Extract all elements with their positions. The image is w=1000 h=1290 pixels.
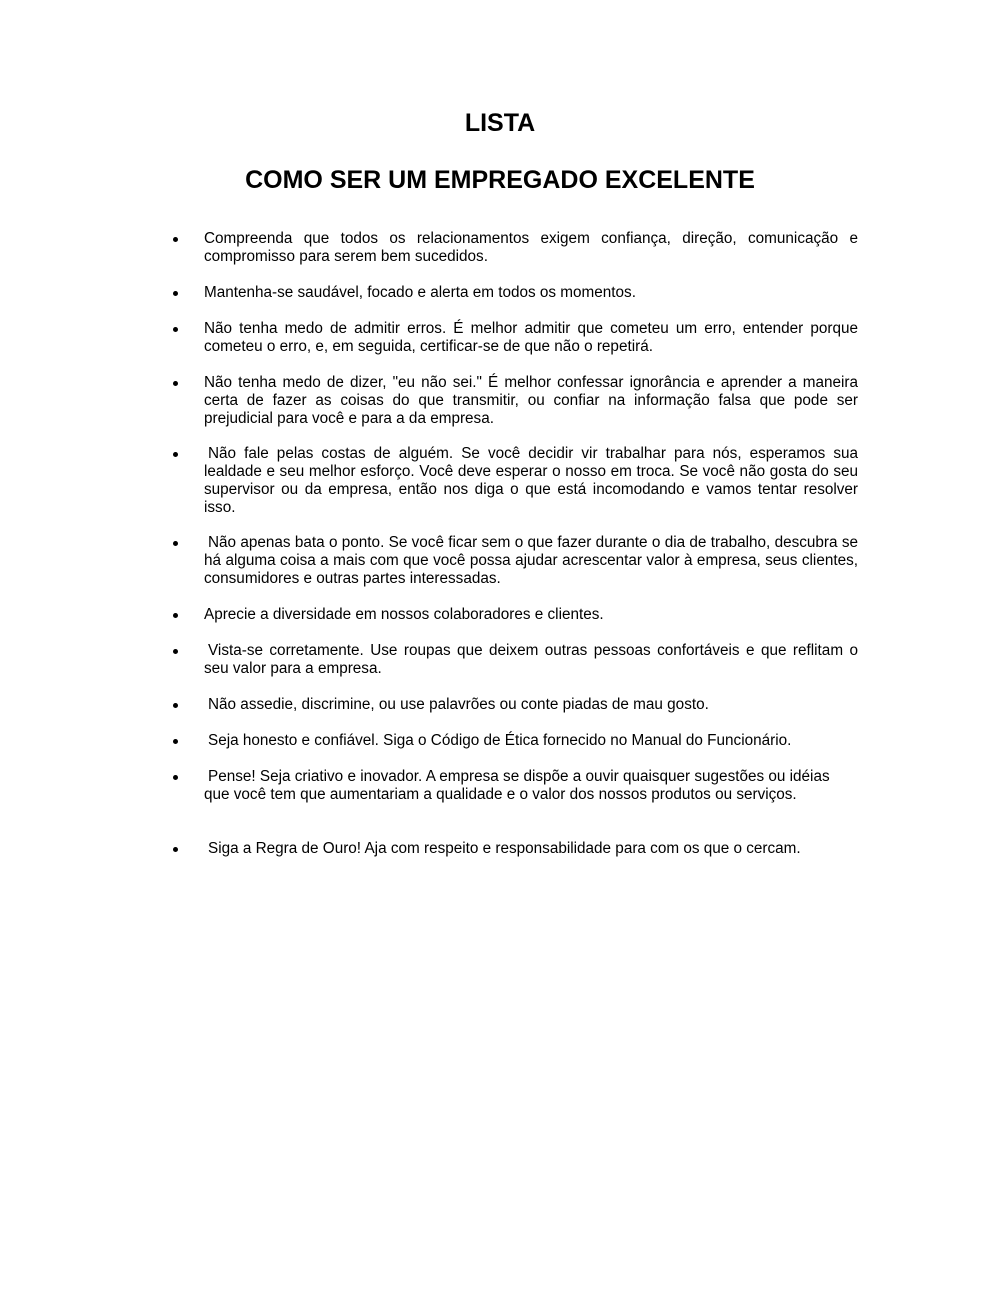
list-item-text: Vista-se corretamente. Use roupas que deixem outras pessoas confortáveis e que reflitam o seu valor para a empresa.	[204, 642, 858, 677]
list-item-text: Não fale pelas costas de alguém. Se você decidir vir trabalhar para nós, esperamos sua lealdade e seu melhor esforço. Você deve esperar o nosso em troca. Se você não gosta do seu supervisor ou da empresa, então nos diga o que está incomodando e vamos tentar resolver isso.	[204, 445, 858, 516]
list-item	[170, 320, 860, 356]
list-item	[170, 840, 860, 858]
list-item	[170, 374, 860, 428]
list-item-text: Seja honesto e confiável. Siga o Código de Ética fornecido no Manual do Funcionário.	[208, 732, 792, 749]
list-item	[170, 534, 860, 588]
list-item-text: Compreenda que todos os relacionamentos exigem confiança, direção, comunicação e compromisso para serem bem sucedidos.	[204, 230, 858, 265]
list-item	[170, 768, 860, 804]
list-item-text: Não tenha medo de dizer, "eu não sei." É melhor confessar ignorância e aprender a maneira certa de fazer as coisas do que transmitir, ou confiar na informação falsa que pode ser prejudicial para você e para a da empresa.	[204, 374, 858, 427]
list-item	[170, 606, 860, 624]
list-item	[170, 696, 860, 714]
list-item-text: Pense! Seja criativo e inovador. A empresa se dispõe a ouvir quaisquer sugestões ou idéias que você tem que aumentariam a qualidade e o valor dos nossos produtos ou serviços.	[204, 768, 830, 803]
list-item-text: Não tenha medo de admitir erros. É melhor admitir que cometeu um erro, entender porque cometeu o erro, e, em seguida, certificar-se de que não o repetirá.	[204, 320, 858, 355]
list-item-text: Aprecie a diversidade em nossos colaboradores e clientes.	[204, 606, 604, 623]
list-item	[170, 284, 860, 302]
document-subtitle: COMO SER UM EMPREGADO EXCELENTE	[245, 166, 755, 194]
document-title: LISTA	[464, 109, 536, 137]
list-item	[170, 642, 860, 678]
list-item-text: Não apenas bata o ponto. Se você ficar sem o que fazer durante o dia de trabalho, descubra se há alguma coisa a mais com que você possa ajudar acrescentar valor à empresa, seus clientes, consumidores e outras partes interessadas.	[204, 534, 858, 587]
list-item	[170, 732, 860, 750]
list-item-text: Siga a Regra de Ouro! Aja com respeito e responsabilidade para com os que o cercam.	[208, 840, 801, 857]
list-item-text: Mantenha-se saudável, focado e alerta em todos os momentos.	[204, 284, 636, 301]
list-item	[170, 230, 860, 266]
list-item-text: Não assedie, discrimine, ou use palavrões ou conte piadas de mau gosto.	[208, 696, 709, 713]
list-item	[170, 445, 860, 517]
